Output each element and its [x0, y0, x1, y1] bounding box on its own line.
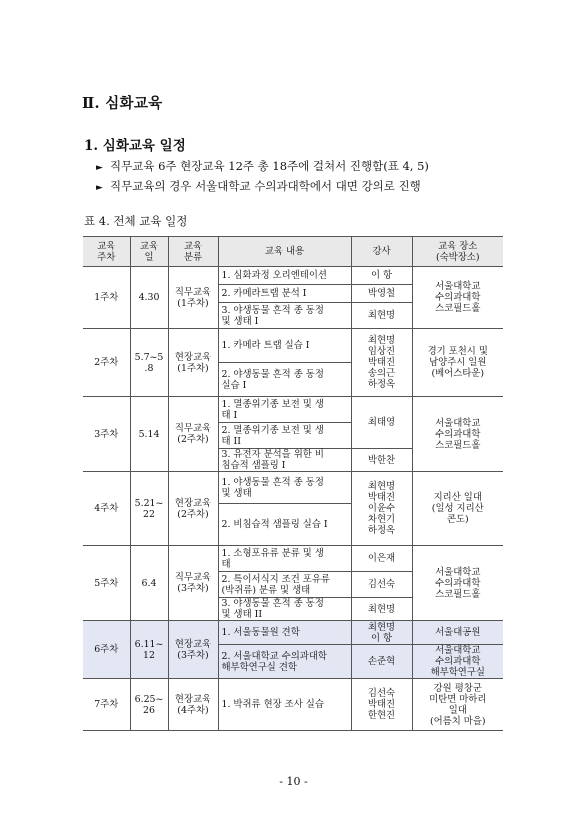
header-instructor: 강사	[351, 237, 412, 267]
table-caption: 표 4. 전체 교육 일정	[84, 214, 188, 228]
instructor-cell: 최현명	[351, 303, 412, 329]
header-category: 교육 분류	[168, 237, 218, 267]
content-cell: 1. 서울동물원 견학	[218, 621, 351, 645]
table-row	[83, 329, 503, 363]
content-cell: 3. 유전자 분석을 위한 비 침습적 샘플링 I	[218, 449, 351, 472]
instructor-cell: 박한찬	[351, 449, 412, 472]
instructor-cell: 김선숙 박태진 한현진	[351, 679, 412, 731]
day-cell: 5.14	[130, 397, 168, 472]
category-cell: 현장교육 (4주차)	[168, 679, 218, 731]
content-cell: 1. 박쥐류 현장 조사 실습	[218, 679, 351, 731]
arrow-bullet-icon: ►	[96, 183, 103, 193]
instructor-cell: 최현명 이 항	[351, 621, 412, 645]
category-cell: 현장교육 (2주차)	[168, 472, 218, 546]
day-cell: 4.30	[130, 267, 168, 329]
content-cell: 2. 특이서식지 조건 포유류 (박쥐류) 분류 및 생태	[218, 572, 351, 598]
instructor-cell: 최현명	[351, 598, 412, 621]
schedule-table	[83, 236, 503, 731]
table-row	[83, 679, 503, 731]
day-cell: 5.21~ 22	[130, 472, 168, 546]
table-row	[83, 621, 503, 645]
subsection-title: 1. 심화교육 일정	[84, 138, 186, 154]
content-cell: 2. 멸종위기종 보전 및 생 태 II	[218, 423, 351, 449]
arrow-bullet-icon: ►	[96, 163, 103, 173]
day-cell: 6.25~ 26	[130, 679, 168, 731]
content-cell: 2. 야생동물 흔적 종 동정 실습 I	[218, 363, 351, 397]
instructor-cell: 손준혁	[351, 645, 412, 679]
header-week: 교육 주차	[83, 237, 130, 267]
place-cell: 서울대학교 수의과대학 해부학연구실	[412, 645, 503, 679]
bullet-item-1	[96, 158, 429, 174]
table-row	[83, 267, 503, 285]
instructor-cell: 이은재	[351, 546, 412, 572]
content-cell: 1. 야생동물 흔적 종 동정 및 생태	[218, 472, 351, 504]
header-place: 교육 장소 (숙박장소)	[412, 237, 503, 267]
place-cell: 서울대학교 수의과대학 스코필드홀	[412, 397, 503, 472]
table-row	[83, 472, 503, 504]
day-cell: 6.4	[130, 546, 168, 621]
week-cell: 3주차	[83, 397, 130, 472]
category-cell: 직무교육 (3주차)	[168, 546, 218, 621]
place-cell: 서울대학교 수의과대학 스코필드홀	[412, 267, 503, 329]
place-cell: 경기 포천시 및 남양주시 일원 (베어스타운)	[412, 329, 503, 397]
instructor-cell: 최현명 박태진 이윤수 차현기 하정옥	[351, 472, 412, 546]
table-row	[83, 546, 503, 572]
content-cell: 1. 심화과정 오리엔테이션	[218, 267, 351, 285]
instructor-cell: 박영철	[351, 285, 412, 303]
content-cell: 2. 비침습적 샘플링 실습 I	[218, 504, 351, 546]
place-cell: 강원 평창군 미탄면 마하리 일대 (어름치 마을)	[412, 679, 503, 731]
week-cell: 2주차	[83, 329, 130, 397]
week-cell: 7주차	[83, 679, 130, 731]
instructor-cell: 이 항	[351, 267, 412, 285]
day-cell: 6.11~ 12	[130, 621, 168, 679]
place-cell: 서울대학교 수의과대학 스코필드홀	[412, 546, 503, 621]
week-cell: 1주차	[83, 267, 130, 329]
place-cell: 지리산 일대 (일성 지리산 콘도)	[412, 472, 503, 546]
content-cell: 1. 카메라 트랩 실습 I	[218, 329, 351, 363]
instructor-cell: 최태영	[351, 397, 412, 449]
category-cell: 직무교육 (1주차)	[168, 267, 218, 329]
week-cell: 4주차	[83, 472, 130, 546]
table-header-row	[83, 237, 503, 267]
bullet-text: 직무교육의 경우 서울대학교 수의과대학에서 대면 강의로 진행	[110, 179, 421, 193]
section-title: Ⅱ. 심화교육	[82, 95, 163, 112]
instructor-cell: 김선숙	[351, 572, 412, 598]
content-cell: 1. 소형포유류 분류 및 생 태	[218, 546, 351, 572]
page-number: - 10 -	[279, 775, 308, 788]
header-content: 교육 내용	[218, 237, 351, 267]
week-cell: 6주차	[83, 621, 130, 679]
day-cell: 5.7~5 .8	[130, 329, 168, 397]
instructor-cell: 최현명 임상진 박태진 송의근 하정옥	[351, 329, 412, 397]
week-cell: 5주차	[83, 546, 130, 621]
content-cell: 2. 서울대학교 수의과대학 해부학연구실 견학	[218, 645, 351, 679]
bullet-text: 직무교육 6주 현장교육 12주 총 18주에 걸쳐서 진행함(표 4, 5)	[110, 159, 429, 173]
table-row	[83, 397, 503, 423]
content-cell: 3. 야생동물 흔적 종 동정 및 생태 II	[218, 598, 351, 621]
category-cell: 현장교육 (3주차)	[168, 621, 218, 679]
content-cell: 2. 카메라트랩 분석 I	[218, 285, 351, 303]
schedule-body	[83, 267, 503, 731]
header-day: 교육 일	[130, 237, 168, 267]
category-cell: 현장교육 (1주차)	[168, 329, 218, 397]
content-cell: 3. 야생동물 흔적 종 동정 및 생태 I	[218, 303, 351, 329]
category-cell: 직무교육 (2주차)	[168, 397, 218, 472]
content-cell: 1. 멸종위기종 보전 및 생 태 I	[218, 397, 351, 423]
bullet-item-2	[96, 178, 421, 194]
place-cell: 서울대공원	[412, 621, 503, 645]
